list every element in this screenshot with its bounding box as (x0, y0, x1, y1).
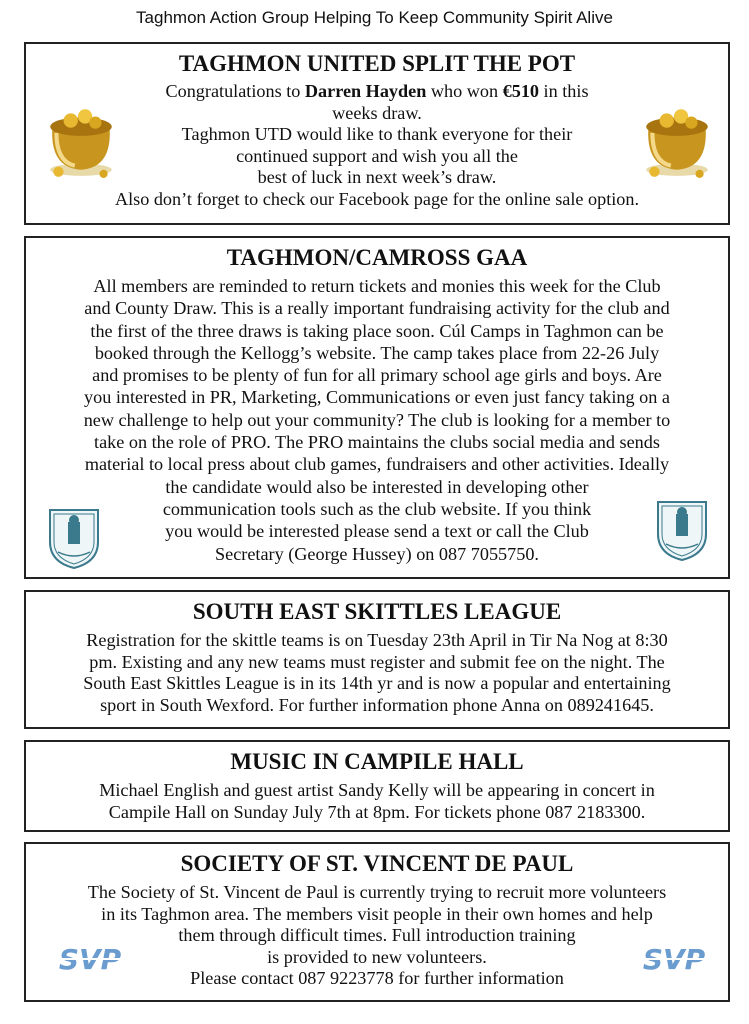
section-title: SOCIETY OF ST. VINCENT DE PAUL (180, 851, 574, 876)
body-line: the candidate would also be interested in developing other (165, 476, 589, 497)
section-body (26, 81, 728, 211)
skittles-league-section (24, 590, 730, 729)
section-title: TAGHMON UNITED SPLIT THE POT (178, 51, 576, 76)
body-line: Taghmon UTD would like to thank everyone for their (181, 124, 573, 145)
pot-of-gold-icon (40, 98, 122, 180)
campile-hall-section (24, 740, 730, 832)
body-line: Michael English and guest artist Sandy Kelly will be appearing in concert in (99, 780, 655, 800)
body-line: and County Draw. This is a really important fundraising activity for the club and (84, 298, 670, 319)
body-line: you would be interested please send a text or call the Club (165, 521, 589, 542)
body-line: Secretary (George Hussey) on 087 7055750. (215, 543, 539, 564)
body-line: pm. Existing and any new teams must register and submit fee on the night. The (89, 651, 665, 672)
body-line: Registration for the skittle teams is on Tuesday 23th April in Tir Na Nog at 8:30 (86, 630, 668, 650)
section-title: SOUTH EAST SKITTLES LEAGUE (192, 599, 562, 624)
svp-section (24, 842, 730, 1002)
prize-amount: €510 (502, 81, 539, 101)
svp-logo-icon (36, 944, 144, 974)
svg-text:SVP: SVP (642, 944, 706, 974)
body-line: Congratulations to Darren Hayden who won €510 in this (165, 81, 589, 101)
body-line: Also don’t forget to check our Facebook page for the online sale option. (114, 188, 640, 209)
body-line: booked through the Kellogg’s website. The camp takes place from 22-26 July (94, 342, 660, 363)
section-body (26, 275, 728, 565)
body-line: Please contact 087 9223778 for further information (190, 968, 564, 989)
body-line: material to local press about club games, fundraisers and other activities. Ideally (84, 454, 670, 475)
winner-name: Darren Hayden (304, 81, 427, 101)
svg-text:SVP: SVP (58, 944, 122, 974)
body-line: and promises to be plenty of fun for all primary school age girls and boys. Are (92, 365, 662, 386)
body-line: is provided to new volunteers. (267, 946, 487, 967)
body-line: take on the role of PRO. The PRO maintains the clubs social media and sends (94, 432, 660, 453)
body-line: weeks draw. (332, 102, 422, 123)
club-crest-icon (44, 502, 104, 572)
pot-of-gold-icon (636, 98, 718, 180)
body-line: you interested in PR, Marketing, Communications or even just fancy taking on a (84, 387, 670, 408)
body-line: continued support and wish you all the (236, 145, 518, 166)
body-line: best of luck in next week’s draw. (257, 167, 497, 188)
gaa-section (24, 236, 730, 579)
svp-logo-icon (620, 944, 728, 974)
page-header: Taghmon Action Group Helping To Keep Community Spirit Alive (136, 8, 613, 27)
body-line: All members are reminded to return tickets and monies this week for the Club (93, 276, 661, 296)
body-line: Campile Hall on Sunday July 7th at 8pm. For tickets phone 087 2183300. (108, 801, 646, 822)
club-crest-icon (652, 494, 712, 564)
section-body (26, 780, 728, 823)
section-title: MUSIC IN CAMPILE HALL (230, 749, 524, 774)
split-the-pot-section (24, 42, 730, 225)
body-line: in its Taghmon area. The members visit people in their own homes and help (101, 903, 653, 924)
body-line: the first of the three draws is taking place soon. Cúl Camps in Taghmon can be (90, 320, 664, 341)
section-title: TAGHMON/CAMROSS GAA (226, 245, 528, 270)
body-line: new challenge to help out your community? The club is looking for a member to (83, 409, 671, 430)
body-line: The Society of St. Vincent de Paul is currently trying to recruit more volunteers (87, 882, 667, 902)
body-line: communication tools such as the club website. If you think (162, 498, 592, 519)
body-line: them through difficult times. Full introduction training (178, 925, 576, 946)
body-line: sport in South Wexford. For further information phone Anna on 089241645. (100, 694, 654, 715)
section-body (26, 630, 728, 716)
body-line: South East Skittles League is in its 14th yr and is now a popular and entertaining (83, 673, 671, 694)
